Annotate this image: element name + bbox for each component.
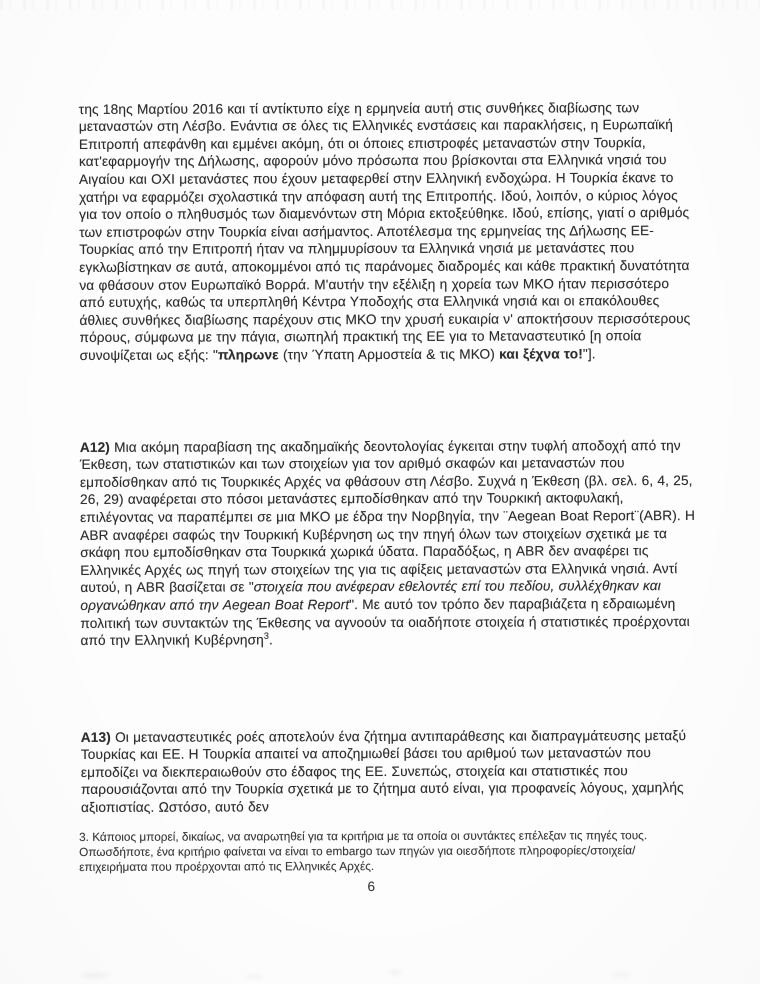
text-segment-italic-quote: στοιχεία που ανέφεραν εθελοντές επί του πεδίου, συλλέχθηκαν και οργανώθηκαν από την Aegean Boat Report [80, 578, 666, 613]
text-segment-bold: και ξέχνα το! [499, 346, 583, 362]
body-paragraph-intro [79, 99, 696, 365]
page-number: 6 [367, 879, 376, 895]
body-paragraph-a13 [81, 727, 697, 817]
scan-smudge [610, 973, 632, 977]
text-segment: . [268, 632, 273, 648]
text-segment-bold: πληρωνε [217, 347, 279, 363]
text-segment: (την Ύπατη Αρμοστεία & τις ΜΚΟ) [278, 346, 500, 363]
footnote-3: 3. Κάποιος μπορεί, δικαίως, να αναρωτηθεί για τα κριτήρια με τα οποία οι συντάκτες επέλεξαν τις πηγές τους. Οπωσδήποτε, ένα κριτήριο φαίνεται να είναι το embargo των πηγών για οιεσδήποτε πληροφορίες/στοιχεία/επιχειρήματα που προέρχονται από τις Ελληνικές Αρχές. [79, 827, 648, 874]
scan-smudge [82, 973, 108, 978]
scan-smudge [246, 975, 264, 979]
text-segment: "]. [582, 346, 596, 362]
text-segment: Οι μεταναστευτικές ροές αποτελούν ένα ζήτημα αντιπαράθεσης και διαπραγμάτευσης μεταξύ Τουρκίας και ΕΕ. Η Τουρκία απαιτεί να αποζημιωθεί βάσει του αριθμού των μεταναστών που εμποδίζει να διεκπεραιωθούν στο έδαφος της ΕΕ. Συνεπώς, στοιχεία και στατιστικές που παρουσιάζονται από την Τουρκία σχετικά με το ζήτημα αυτό είναι, για προφανείς λόγους, χαμηλής αξιοπιστίας. Ωστόσο, αυτό δεν [80, 727, 691, 816]
text-segment: της 18ης Μαρτίου 2016 και τί αντίκτυπο είχε η ερμηνεία αυτή στις συνθήκες διαβίωσης των μεταναστών στη Λέσβο. Ενάντια σε όλες τις Ελληνικές ενστάσεις και παρακλήσεις, η Ευρωπαϊκή Επιτροπή απεφάνθη και εμμένει ακόμη, ότι οι όποιες επιστροφές μεταναστών στην Τουρκία, κατ'εφαρμογήν της Δήλωσης, αφορούν μόνο πρόσωπα που βρίσκονται στα Ελληνικά νησιά του Αιγαίου και ΟΧΙ μετανάστες που έχουν μεταφερθεί στην Ελληνική ενδοχώρα. Η Τουρκία έκανε το χατήρι να εφαρμόζει σχολαστικά την απόφαση αυτή της Επιτροπής. Ιδού, λοιπόν, ο κύριος λόγος για τον οποίο ο πληθυσμός των διαμενόντων στη Μόρια εκτοξεύθηκε. Ιδού, επίσης, γιατί ο αριθμός των επιστροφών στην Τουρκία είναι ασήμαντος. Αποτέλεσμα της ερμηνείας της Δήλωσης ΕΕ-Τουρκίας από την Επιτροπή ήταν να πλημμυρίσουν τα Ελληνικά νησιά με μετανάστες που εγκλωβίστηκαν σε αυτά, αποκομμένοι από τις παράνομες διαδρομές και κάθε πρακτική δυνατότητα να φθάσουν στον Ευρωπαϊκό Βορρά. Μ'αυτήν την εξέλιξη η χορεία των ΜΚΟ ήταν περισσότερο από ευτυχής, καθώς τα υπερπληθή Κέντρα Υποδοχής στα Ελληνικά νησιά και οι επακόλουθες άθλιες συνθήκες διαβίωσης παρέχουν στις ΜΚΟ την χρυσή ευκαιρία ν' αποκτήσουν περισσότερους πόρους, σύμφωνα με την πάγια, σιωπηλή πρακτική της ΕΕ για το Μεταναστευτικό [η οποία συνοψίζεται ως εξής: " [78, 99, 695, 363]
text-segment: Μια ακόμη παραβίαση της ακαδημαϊκής δεοντολογίας έγκειται στην τυφλή αποδοχή από την Έκθεση, των στατιστικών και των στοιχείων για τον αριθμό σκαφών και μεταναστών που εμποδίσθηκαν από τις Τουρκικές Αρχές να φθάσουν στη Λέσβο. Συχνά η Έκθεση (βλ. σελ. 6, 4, 25, 26, 29) αναφέρεται στο πόσοι μετανάστες εμποδίσθηκαν από την Τουρκική ακτοφυλακή, επιλέγοντας να παραπέμπει σε μια ΜΚΟ με έδρα την Νορβηγία, την ¨Aegean Boat Report¨(ABR). Η ABR αναφέρει σαφώς την Τουρκική Κυβέρνηση ως την πηγή όλων των στοιχείων σχετικά με τα σκάφη που εμποδίσθηκαν στα Τουρκικά χωρικά ύδατα. Παραδόξως, η ABR δεν αναφέρει τις Ελληνικές Αρχές ως πηγή των στοιχείων της για τις αφίξεις μεταναστών στα Ελληνικά νησιά. Αντί αυτού, η ABR βασίζεται σε " [79, 437, 700, 596]
text-segment: ". Με αυτό τον τρόπο δεν παραβιάζετα η εδραιωμένη πολιτική των συντακτών της Έκθεσης να αγνοούν τα οιαδήποτε στοιχεία ή στατιστικές προέρχονται από την Ελληνική Κυβέρνηση [80, 596, 694, 649]
paragraph-label-a13: Α13) [80, 729, 111, 745]
paragraph-label-a12: Α12) [79, 439, 110, 455]
scan-smudge [388, 970, 402, 975]
body-paragraph-a12 [79, 437, 700, 650]
footnote-reference-3: 3 [263, 631, 269, 642]
